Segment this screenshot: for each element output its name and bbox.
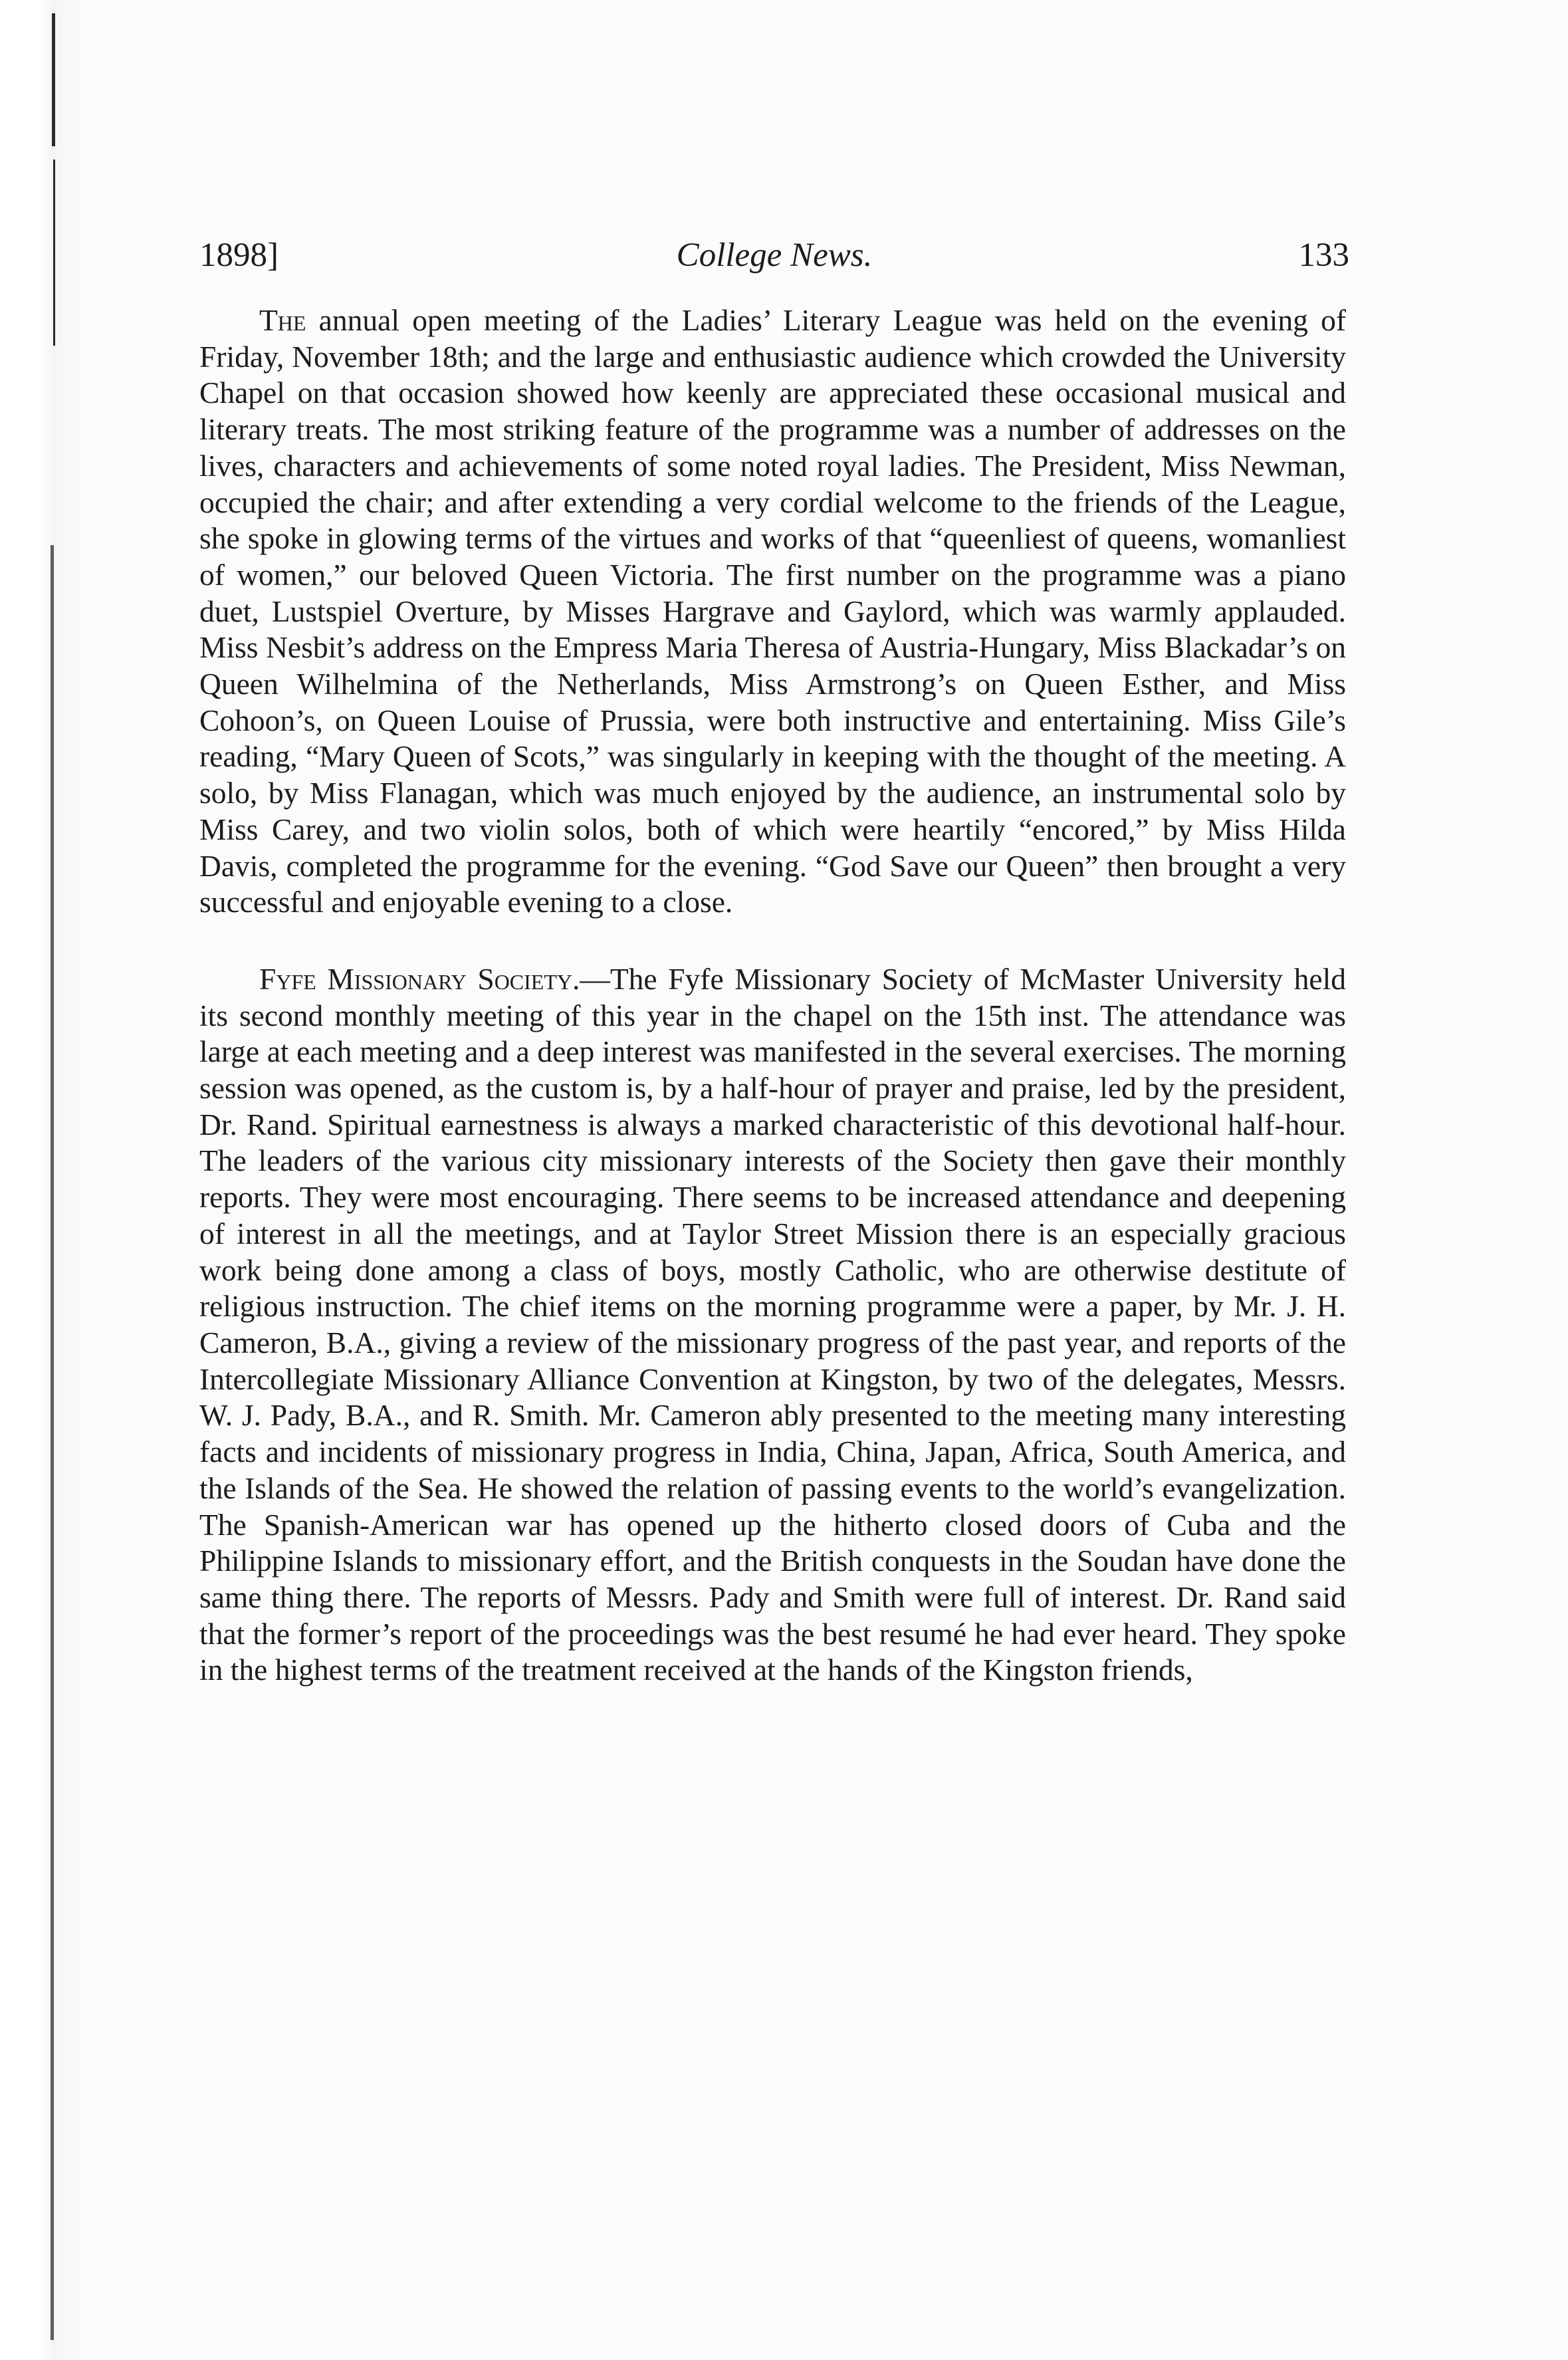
paragraph-fyfe-missionary-society: [199, 961, 1346, 1689]
paragraph-ladies-literary-league: [199, 302, 1346, 921]
page-number: 133: [1298, 237, 1349, 274]
binding-edge: [0, 0, 80, 2360]
binding-mark: [51, 545, 54, 2340]
body-text: [199, 302, 1346, 1689]
paragraph-lead: Fyfe Missionary Society.: [259, 961, 580, 996]
paragraph-text: annual open meeting of the Ladies’ Literary League was held on the evening of Friday, November 18th; and the large and enthusiastic audience which crowded the University Chapel on that occasion showed how keenly are appreciated these occasional musical and literary treats. The most striking feature of the programme was a number of addresses on the lives, characters and achievements of some noted royal ladies. The President, Miss Newman, occupied the chair; and after extending a very cordial welcome to the friends of the League, she spoke in glowing terms of the virtues and works of that “queenliest of queens, womanliest of women,” our beloved Queen Victoria. The first number on the programme was a piano duet, Lustspiel Overture, by Misses Hargrave and Gaylord, which was warmly applauded. Miss Nesbit’s address on the Empress Maria Theresa of Austria-Hungary, Miss Blackadar’s on Queen Wilhelmina of the Netherlands, Miss Armstrong’s on Queen Esther, and Miss Cohoon’s, on Queen Louise of Prussia, were both instructive and entertaining. Miss Gile’s reading, “Mary Queen of Scots,” was singularly in keeping with the thought of the meeting. A solo, by Miss Flanagan, which was much enjoyed by the audience, an instrumental solo by Miss Carey, and two violin solos, both of which were heartily “encored,” by Miss Hilda Davis, completed the programme for the evening. “God Save our Queen” then brought a very successful and enjoyable evening to a close.: [199, 303, 1346, 919]
binding-mark: [52, 13, 55, 146]
paragraph-lead: The: [259, 303, 306, 337]
binding-mark: [53, 160, 55, 346]
header-title: College News.: [676, 237, 873, 274]
running-header: [199, 236, 1349, 289]
header-year: 1898]: [199, 237, 279, 274]
paragraph-text: —The Fyfe Missionary Society of McMaster University held its second monthly meeting of this year in the chapel on the 15th inst. The attendance was large at each meeting and a deep interest was manifested in the several exercises. The morning session was opened, as the custom is, by a half-hour of prayer and praise, led by the president, Dr. Rand. Spiritual earnestness is always a marked characteristic of this devotional half-hour. The leaders of the various city missionary interests of the Society then gave their monthly reports. They were most encouraging. There seems to be increased attendance and deepening of interest in all the meetings, and at Taylor Street Mission there is an especially gracious work being done among a class of boys, mostly Catholic, who are otherwise destitute of religious instruction. The chief items on the morning programme were a paper, by Mr. J. H. Cameron, B.A., giving a review of the missionary progress of the past year, and reports of the Intercollegiate Missionary Alliance Convention at Kingston, by two of the delegates, Messrs. W. J. Pady, B.A., and R. Smith. Mr. Cameron ably presented to the meeting many interesting facts and incidents of missionary progress in India, China, Japan, Africa, South America, and the Islands of the Sea. He showed the relation of passing events to the world’s evangelization. The Spanish-American war has opened up the hitherto closed doors of Cuba and the Philippine Islands to missionary effort, and the British conquests in the Soudan have done the same thing there. The reports of Messrs. Pady and Smith were full of interest. Dr. Rand said that the former’s report of the proceedings was the best resumé he had ever heard. They spoke in the highest terms of the treatment received at the hands of the Kingston friends,: [199, 961, 1346, 1687]
